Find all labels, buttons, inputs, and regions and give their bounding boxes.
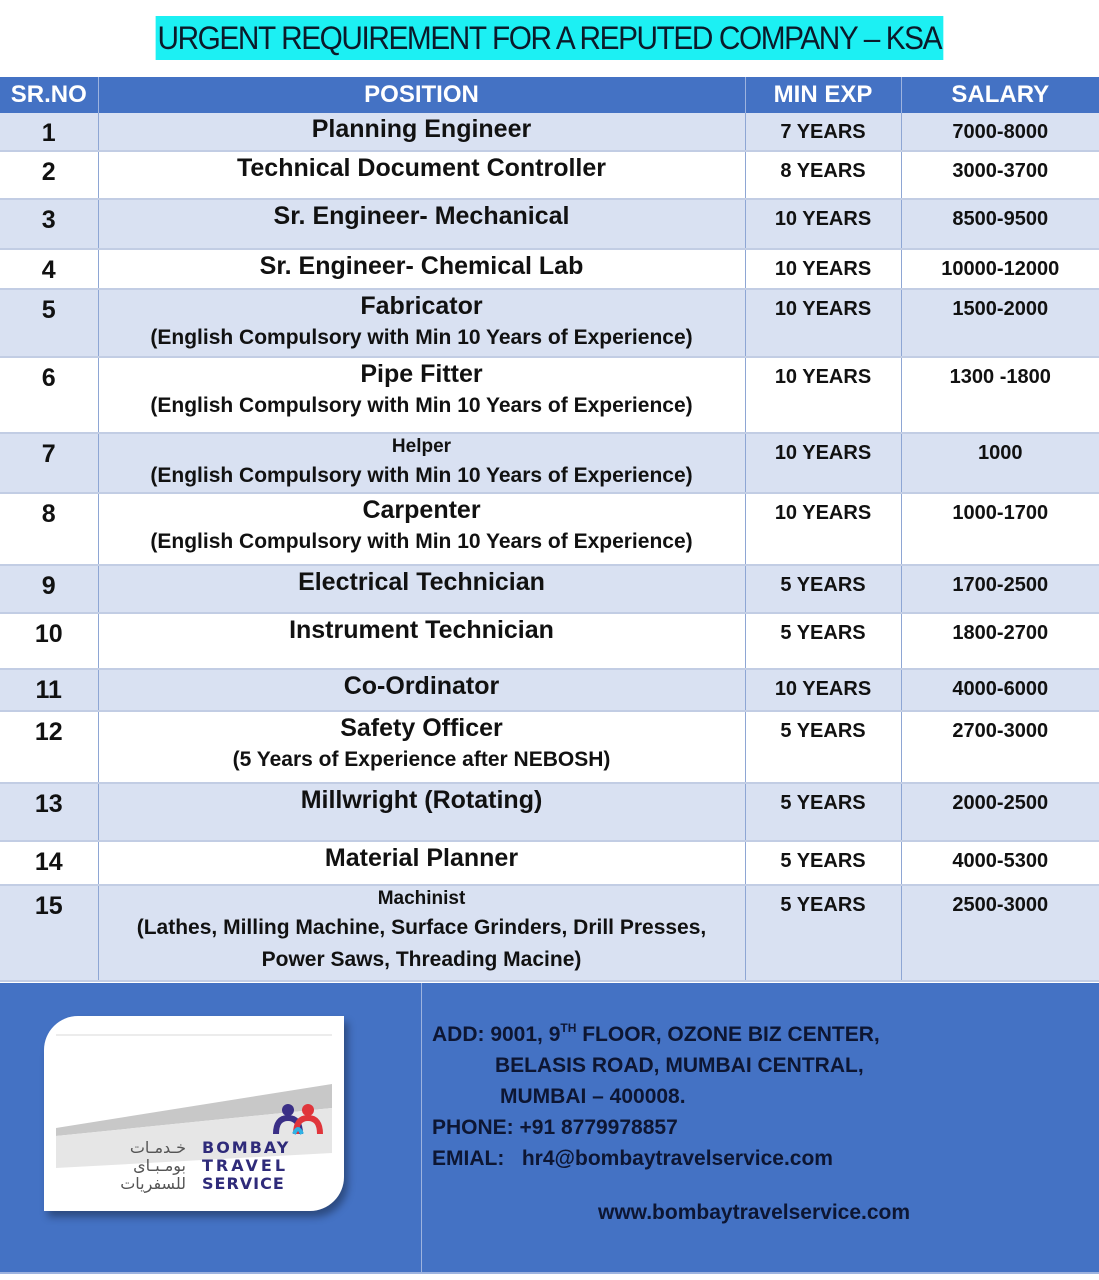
cell-min-exp: 8 YEARS [745,151,901,199]
table-row [0,711,1099,783]
position-title: Pipe Fitter [360,360,483,388]
address-label: ADD: 9001, 9 [432,1023,561,1046]
position-title: Co-Ordinator [343,672,500,700]
cell-min-exp: 5 YEARS [745,885,901,981]
cell-salary: 2500-3000 [901,885,1099,981]
cell-salary: 1000 [901,433,1099,493]
table-row [0,433,1099,493]
cell-sr-no: 9 [0,565,98,613]
cell-min-exp: 10 YEARS [745,289,901,357]
cell-position [98,199,745,249]
address-line1 [432,1013,880,1050]
table-row [0,885,1099,981]
table-row [0,113,1099,151]
cell-position [98,151,745,199]
cell-position [98,289,745,357]
logo-brand-line1: BOMBAY [202,1138,291,1157]
website-link[interactable]: www.bombaytravelservice.com [598,1201,911,1224]
cell-salary: 1800-2700 [901,613,1099,669]
address-sup: TH [560,1021,577,1035]
cell-position [98,669,745,711]
table-row [0,669,1099,711]
logo-arabic-line3: للسفريات [120,1174,186,1193]
jobs-table [0,77,1099,982]
cell-sr-no: 7 [0,433,98,493]
cell-sr-no: 5 [0,289,98,357]
phone-line: PHONE: +91 8779978857 [432,1116,678,1139]
table-row [0,289,1099,357]
cell-position [98,565,745,613]
position-note: (English Compulsory with Min 10 Years of Experience) [150,394,693,417]
position-title: Helper [391,436,452,457]
position-title: Safety Officer [340,714,503,742]
cell-position [98,841,745,885]
cell-min-exp: 10 YEARS [745,433,901,493]
email-label: EMIAL: [432,1147,505,1170]
cell-sr-no: 10 [0,613,98,669]
cell-sr-no: 1 [0,113,98,151]
cell-min-exp: 10 YEARS [745,493,901,565]
position-title: Machinist [377,888,466,909]
table-row [0,151,1099,199]
cell-min-exp: 5 YEARS [745,565,901,613]
cell-min-exp: 10 YEARS [745,669,901,711]
contact-info [432,1013,880,1174]
address-line2: BELASIS ROAD, MUMBAI CENTRAL, [495,1054,864,1077]
cell-position [98,493,745,565]
cell-salary: 2000-2500 [901,783,1099,841]
table-row [0,841,1099,885]
cell-salary: 8500-9500 [901,199,1099,249]
cell-salary: 1000-1700 [901,493,1099,565]
cell-sr-no: 15 [0,885,98,981]
cell-salary: 1300 -1800 [901,357,1099,433]
position-note: (Lathes, Milling Machine, Surface Grinders, Drill Presses, [136,916,707,939]
cell-min-exp: 5 YEARS [745,711,901,783]
cell-salary: 10000-12000 [901,249,1099,289]
cell-salary: 2700-3000 [901,711,1099,783]
logo-brand-line3: SERVICE [202,1174,285,1193]
cell-position [98,711,745,783]
position-note-line2: Power Saws, Threading Macine) [261,948,582,971]
address-line3: MUMBAI – 400008. [500,1085,686,1108]
position-title: Instrument Technician [289,616,554,644]
page-title: URGENT REQUIREMENT FOR A REPUTED COMPANY – KSA [156,16,943,60]
table-body [0,113,1099,981]
footer-bottom-rule [0,1272,1099,1274]
cell-salary: 1700-2500 [901,565,1099,613]
table-row [0,783,1099,841]
cell-position [98,113,745,151]
table-row [0,493,1099,565]
logo-brand-line2: TRAVEL [202,1156,289,1175]
cell-min-exp: 7 YEARS [745,113,901,151]
cell-min-exp: 5 YEARS [745,841,901,885]
header-min-exp: MIN EXP [745,77,901,113]
cell-sr-no: 2 [0,151,98,199]
cell-salary: 4000-5300 [901,841,1099,885]
cell-sr-no: 6 [0,357,98,433]
cell-sr-no: 8 [0,493,98,565]
position-title: Electrical Technician [298,568,545,596]
table-header-row [0,77,1099,113]
position-title: Technical Document Controller [236,154,607,182]
header-salary: SALARY [901,77,1099,113]
position-note: (English Compulsory with Min 10 Years of Experience) [150,530,693,553]
cell-position [98,249,745,289]
cell-sr-no: 12 [0,711,98,783]
cell-min-exp: 10 YEARS [745,357,901,433]
email-link[interactable]: hr4@bombaytravelservice.com [521,1147,833,1170]
footer [0,983,1099,1272]
logo-arabic-line2: بومـبـاى [133,1156,186,1175]
position-title: Fabricator [360,292,483,320]
address-line1-rest: FLOOR, OZONE BIZ CENTER, [576,1023,880,1046]
table-row [0,357,1099,433]
cell-position [98,357,745,433]
cell-position [98,433,745,493]
logo-graphic [56,1028,332,1203]
cell-sr-no: 3 [0,199,98,249]
cell-position [98,613,745,669]
cell-position [98,885,745,981]
position-title: Planning Engineer [311,115,532,143]
cell-sr-no: 13 [0,783,98,841]
company-logo [44,1016,344,1211]
position-title: Material Planner [324,844,519,872]
cell-sr-no: 11 [0,669,98,711]
cell-salary: 4000-6000 [901,669,1099,711]
position-title: Millwright (Rotating) [300,786,543,814]
email-line [432,1143,880,1174]
table-row [0,565,1099,613]
position-title: Carpenter [362,496,481,524]
header-sr-no: SR.NO [0,77,98,113]
table-row [0,199,1099,249]
cell-min-exp: 10 YEARS [745,199,901,249]
cell-min-exp: 10 YEARS [745,249,901,289]
cell-sr-no: 4 [0,249,98,289]
position-title: Sr. Engineer- Mechanical [273,202,570,230]
table-row [0,249,1099,289]
cell-sr-no: 14 [0,841,98,885]
cell-position [98,783,745,841]
position-title: Sr. Engineer- Chemical Lab [259,252,584,280]
cell-salary: 3000-3700 [901,151,1099,199]
cell-salary: 7000-8000 [901,113,1099,151]
title-wrapper [0,16,1099,60]
table-row [0,613,1099,669]
footer-divider [421,983,422,1272]
cell-min-exp: 5 YEARS [745,613,901,669]
logo-arabic-line1: خـدمـات [129,1138,186,1157]
position-note: (English Compulsory with Min 10 Years of Experience) [150,464,693,487]
cell-salary: 1500-2000 [901,289,1099,357]
header-position: POSITION [98,77,745,113]
position-note: (5 Years of Experience after NEBOSH) [232,748,611,771]
position-note: (English Compulsory with Min 10 Years of Experience) [150,326,693,349]
cell-min-exp: 5 YEARS [745,783,901,841]
